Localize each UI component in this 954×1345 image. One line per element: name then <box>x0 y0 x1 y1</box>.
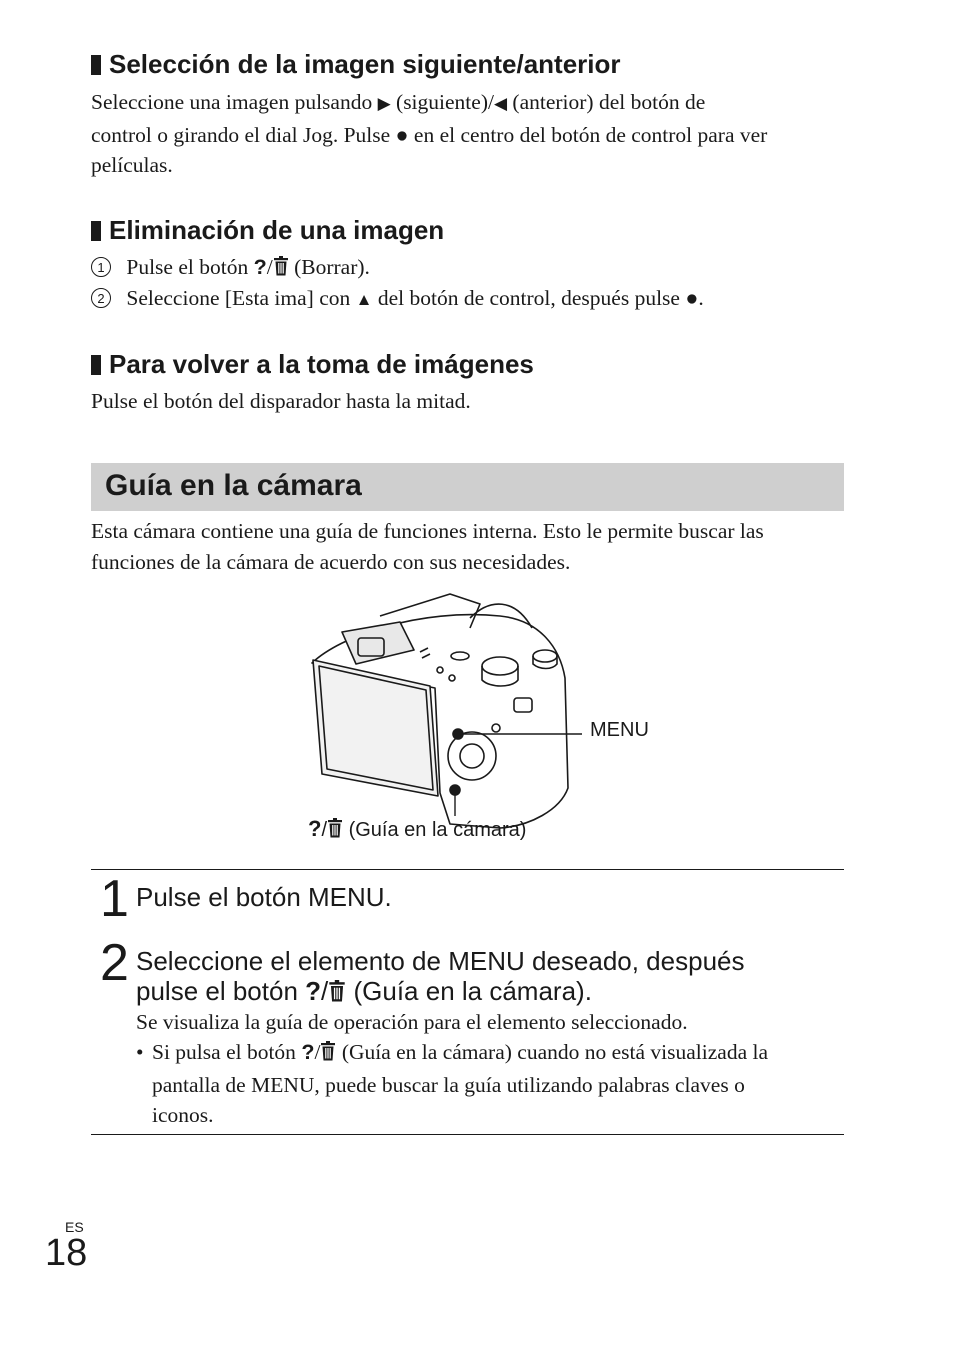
trash-icon <box>328 978 346 1008</box>
note-bullet: • <box>136 1040 144 1064</box>
delete-step-1: 1 Pulse el botón ?/ (Borrar). <box>91 252 370 285</box>
circled-number-2: 2 <box>91 288 111 308</box>
help-question-icon: ? <box>301 1040 315 1064</box>
play-right-icon: ▶ <box>377 94 391 113</box>
square-bullet-icon <box>91 55 101 75</box>
help-question-icon: ? <box>305 976 322 1006</box>
heading-delete: Eliminación de una imagen <box>91 215 444 245</box>
section-title: Guía en la cámara <box>105 469 362 502</box>
step-2-line-2: pulse el botón ?/ (Guía en la cámara). <box>136 976 592 1006</box>
help-question-icon: ? <box>253 255 267 279</box>
step-1-text: Pulse el botón MENU. <box>136 882 392 912</box>
delete-step-2: 2 Seleccione [Esta ima] con ▲ del botón de control, después pulse ●. <box>91 283 704 316</box>
trash-icon <box>320 1039 336 1070</box>
center-dot-icon: ● <box>395 122 409 147</box>
camera-figure <box>300 588 670 848</box>
menu-callout-label: MENU <box>590 719 649 741</box>
play-left-icon: ◀ <box>493 94 508 113</box>
return-text: Pulse el botón del disparador hasta la mitad. <box>91 389 471 413</box>
next-prev-paragraph: Seleccione una imagen pulsando ▶ (siguiente)/◀ (anterior) del botón de control o girando el dial Jog. Pulse ● en el centro del botón de control para ver películas. <box>91 90 768 177</box>
help-question-icon: ? <box>308 816 322 841</box>
step-2-number: 2 <box>100 934 129 992</box>
step-2-description: Se visualiza la guía de operación para el elemento seleccionado. <box>136 1010 688 1034</box>
step-2-note: Si pulsa el botón ?/ (Guía en la cámara) cuando no está visualizada la pantalla de MENU, puede buscar la guía utilizando palabras claves o iconos. <box>152 1040 769 1127</box>
square-bullet-icon <box>91 355 101 375</box>
up-arrow-icon: ▲ <box>355 290 373 309</box>
heading-return: Para volver a la toma de imágenes <box>91 349 534 379</box>
step-2-line-1: Seleccione el elemento de MENU deseado, después <box>136 946 745 976</box>
steps-top-rule <box>91 869 844 870</box>
trash-icon <box>273 254 289 285</box>
language-code: ES <box>65 1219 84 1235</box>
heading-next-prev: Selección de la imagen siguiente/anterior <box>91 49 621 79</box>
step-1-number: 1 <box>100 870 129 928</box>
help-callout-label: ?/ (Guía en la cámara) <box>308 816 526 844</box>
steps-bottom-rule <box>91 1134 844 1135</box>
guide-intro: Esta cámara contiene una guía de funciones interna. Esto le permite buscar las funciones de la cámara de acuerdo con sus necesidades. <box>91 519 764 574</box>
circled-number-1: 1 <box>91 257 111 277</box>
section-bar <box>91 463 844 511</box>
camera-illustration <box>300 588 670 848</box>
square-bullet-icon <box>91 221 101 241</box>
page-number: 18 <box>45 1232 88 1274</box>
trash-icon <box>327 818 343 844</box>
center-dot-icon: ● <box>685 286 699 310</box>
